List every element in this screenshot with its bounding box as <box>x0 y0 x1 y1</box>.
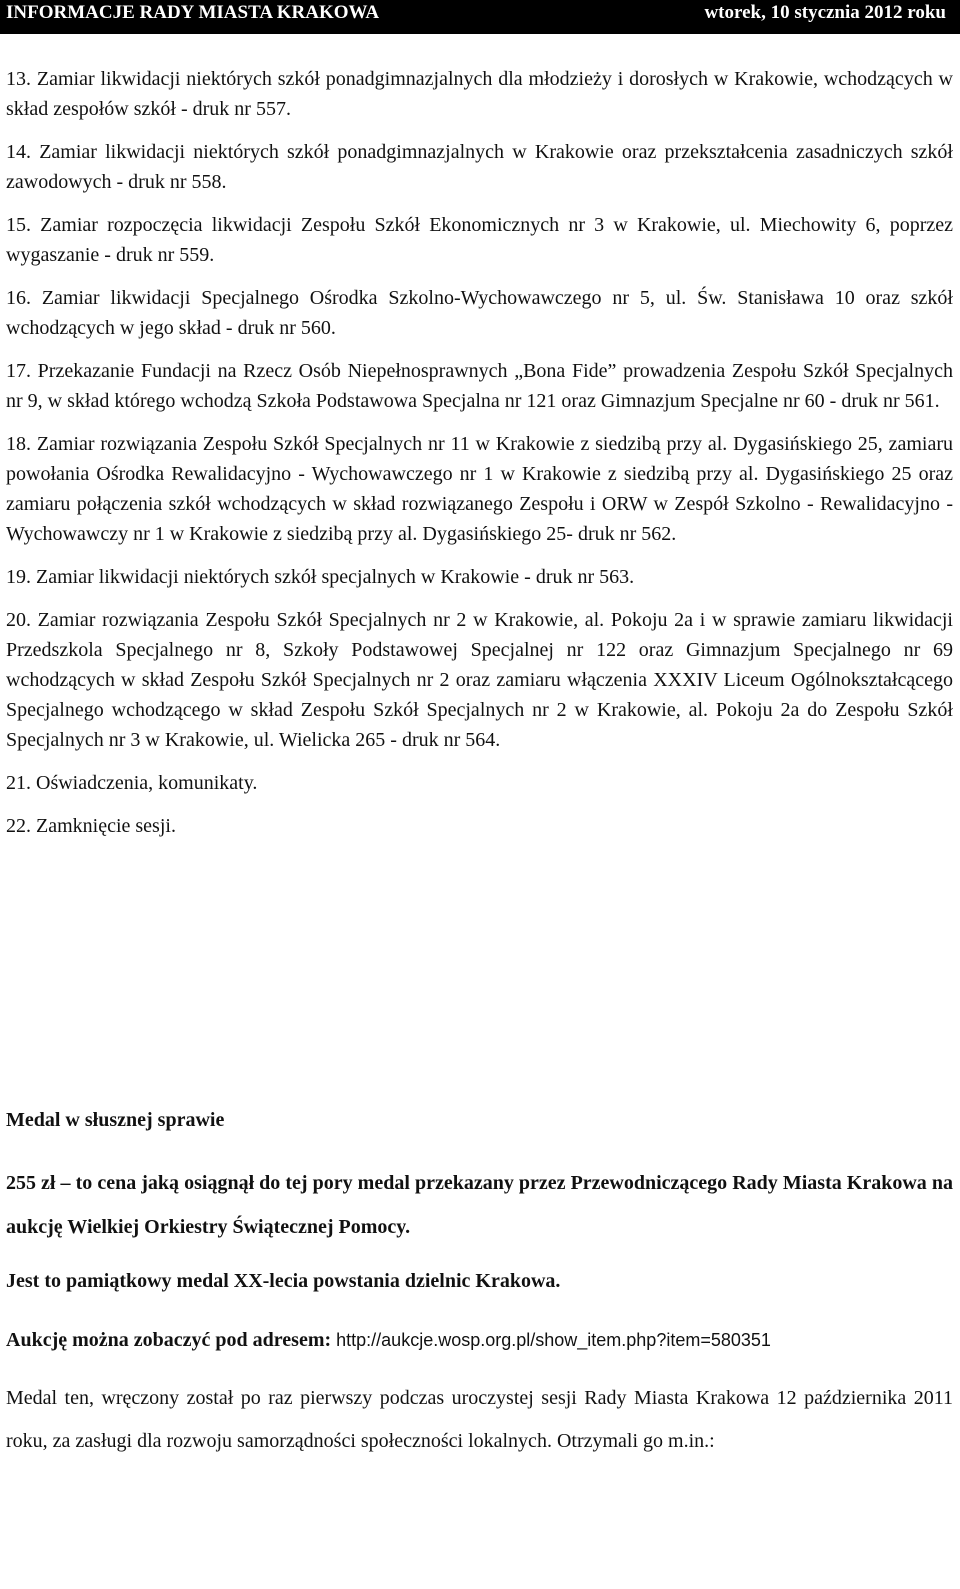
page-header <box>0 0 960 34</box>
agenda-list <box>6 64 953 854</box>
header-date: wtorek, 10 stycznia 2012 roku <box>704 2 946 23</box>
agenda-item-15: 15. Zamiar rozpoczęcia likwidacji Zespołu Szkół Ekonomicznych nr 3 w Krakowie, ul. Miechowity 6, poprzez wygaszanie - druk nr 559. <box>6 214 953 266</box>
agenda-item-14: 14. Zamiar likwidacji niektórych szkół ponadgimnazjalnych w Krakowie oraz przekształcenia zasadniczych szkół zawodowych - druk nr 558. <box>6 141 953 193</box>
agenda-item-17: 17. Przekazanie Fundacji na Rzecz Osób Niepełnosprawnych „Bona Fide” prowadzenia Zespołu Szkół Specjalnych nr 9, w skład którego wchodzą Szkoła Podstawowa Specjalna nr 121 oraz Gimnazjum Specjalne nr 60 - druk nr 561. <box>6 360 953 412</box>
agenda-item-19: 19. Zamiar likwidacji niektórych szkół specjalnych w Krakowie - druk nr 563. <box>6 566 635 588</box>
medal-info-text: Jest to pamiątkowy medal XX-lecia powstania dzielnic Krakowa. <box>6 1270 561 1292</box>
medal-price-text: 255 zł – to cena jaką osiągnął do tej pory medal przekazany przez Przewodniczącego Rady Miasta Krakowa na aukcję Wielkiej Orkiestry Świątecznej Pomocy. <box>6 1172 953 1238</box>
header-publication-title: INFORMACJE RADY MIASTA KRAKOWA <box>6 2 380 23</box>
medal-description: Medal ten, wręczony został po raz pierwszy podczas uroczystej sesji Rady Miasta Krakowa 12 października 2011 roku, za zasługi dla rozwoju samorządności społeczności lokalnych. Otrzymali go m.in.: <box>6 1387 953 1452</box>
agenda-item-20: 20. Zamiar rozwiązania Zespołu Szkół Specjalnych nr 2 w Krakowie, al. Pokoju 2a i w sprawie zamiaru likwidacji Przedszkola Specjalnego nr 8, Szkoły Podstawowej Specjalnej nr 122 oraz Gimnazjum Specjalnego nr 69 wchodzących w skład Zespołu Szkół Specjalnych nr 2 oraz zamiaru włączenia XXXIV Liceum Ogólnokształcącego Specjalnego wchodzącego w skład Zespołu Szkół Specjalnych nr 2 w Krakowie, al. Pokoju 2a do Zespołu Szkół Specjalnych nr 3 w Krakowie, ul. Wielicka 265 - druk nr 564. <box>6 609 953 751</box>
agenda-item-16: 16. Zamiar likwidacji Specjalnego Ośrodka Szkolno-Wychowawczego nr 5, ul. Św. Stanisława 10 oraz szkół wchodzących w jego skład - druk nr 560. <box>6 287 953 339</box>
medal-section-title: Medal w słusznej sprawie <box>6 1109 225 1131</box>
auction-label: Aukcję można zobaczyć pod adresem: <box>6 1329 332 1351</box>
agenda-item-22: 22. Zamknięcie sesji. <box>6 815 176 837</box>
agenda-item-18: 18. Zamiar rozwiązania Zespołu Szkół Specjalnych nr 11 w Krakowie z siedzibą przy al. Dygasińskiego 25, zamiaru powołania Ośrodka Rewalidacyjno - Wychowawczego nr 1 w Krakowie z siedzibą przy al. Dygasińskiego 25 oraz zamiaru połączenia szkół wchodzących w skład rozwiązanego Zespołu i ORW w Zespół Szkolno - Rewalidacyjno - Wychowawczy nr 1 w Krakowie z siedzibą przy al. Dygasińskiego 25- druk nr 562. <box>6 433 953 545</box>
auction-url-link[interactable]: http://aukcje.wosp.org.pl/show_item.php?item=580351 <box>336 1330 771 1350</box>
agenda-item-21: 21. Oświadczenia, komunikaty. <box>6 772 258 794</box>
medal-section <box>6 1105 953 1463</box>
auction-line <box>6 1325 953 1355</box>
agenda-item-13: 13. Zamiar likwidacji niektórych szkół ponadgimnazjalnych dla młodzieży i dorosłych w Krakowie, wchodzących w skład zespołów szkół - druk nr 557. <box>6 68 953 120</box>
